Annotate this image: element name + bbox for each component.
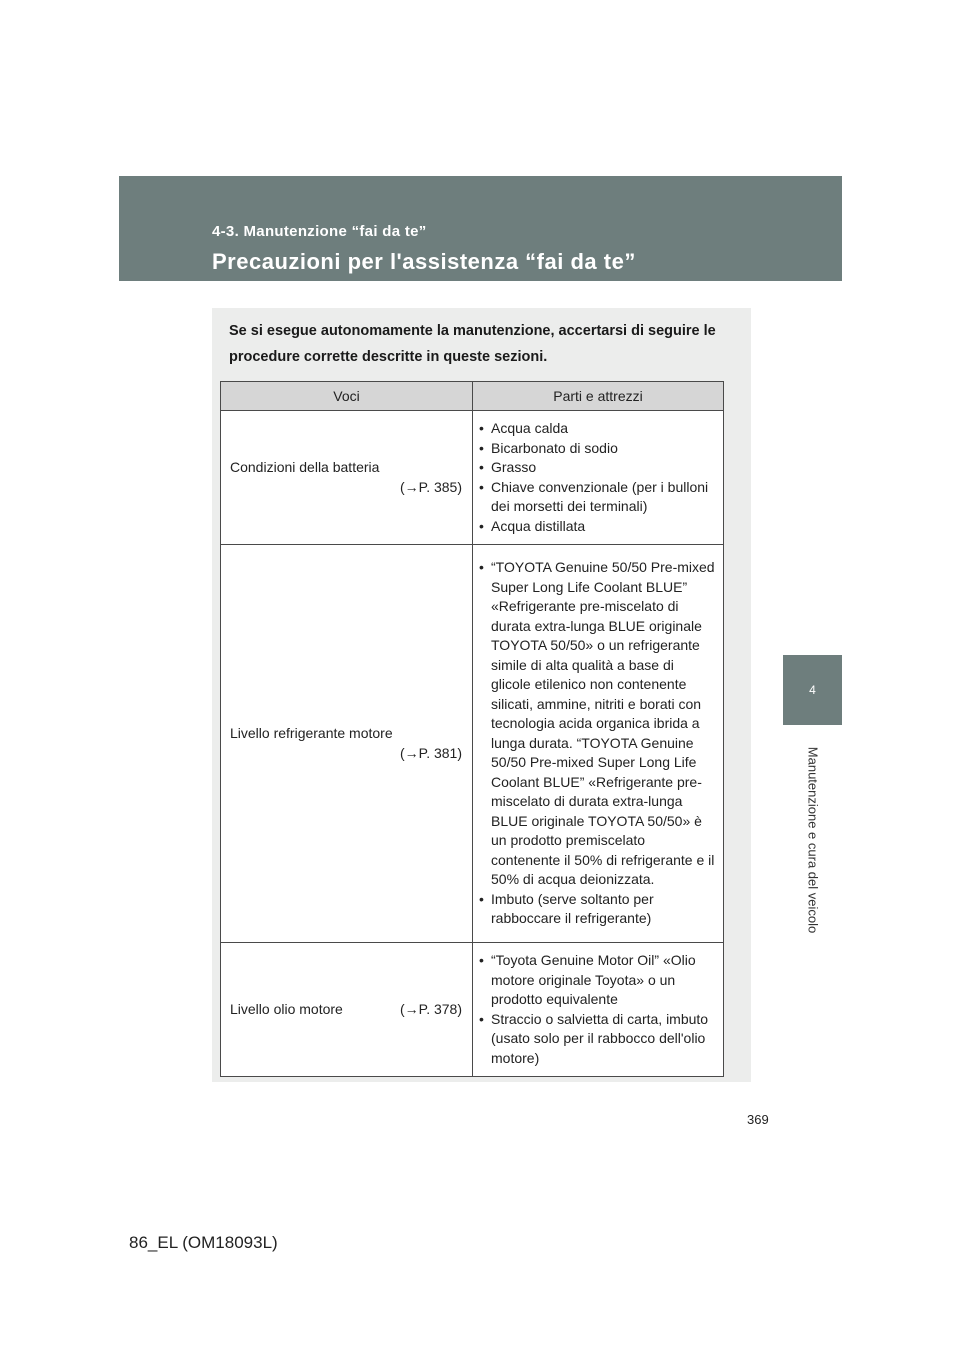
item-label: Livello olio motore [230, 1000, 343, 1017]
maintenance-table [220, 381, 724, 1077]
list-item: • Grasso [479, 458, 717, 478]
item-label: Livello refrigerante motore [230, 725, 393, 741]
page-number: 369 [747, 1112, 769, 1127]
column-header-items: Voci [221, 382, 473, 411]
item-cell [221, 943, 473, 1077]
list-item: • Straccio o salvietta di carta, imbuto (usato solo per il rabbocco dell'olio motore) [479, 1010, 717, 1069]
parts-list [479, 419, 717, 536]
item-coolant [221, 718, 472, 769]
list-item: • Bicarbonato di sodio [479, 439, 717, 459]
parts-cell [473, 545, 724, 943]
list-item: • Chiave convenzionale (per i bulloni dei morsetti dei terminali) [479, 478, 717, 517]
table-row [221, 411, 724, 545]
document-code: 86_EL (OM18093L) [129, 1233, 278, 1252]
table-header-row [221, 382, 724, 411]
section-header [119, 176, 842, 281]
page-title: Precauzioni per l'assistenza “fai da te” [212, 249, 636, 274]
item-cell [221, 545, 473, 943]
column-header-parts: Parti e attrezzi [473, 382, 724, 411]
list-item: • Acqua distillata [479, 517, 717, 537]
item-oil [221, 994, 472, 1026]
section-subtitle: 4-3. Manutenzione “fai da te” [212, 223, 427, 240]
parts-cell [473, 943, 724, 1077]
page-reference: (→P. 381) [400, 744, 462, 761]
page-reference: (→P. 385) [400, 478, 462, 495]
parts-list [479, 558, 717, 929]
page-reference: (→P. 378) [400, 1000, 462, 1017]
chapter-label: Manutenzione e cura del veicolo [805, 746, 821, 934]
list-item: • Acqua calda [479, 419, 717, 439]
parts-list [479, 951, 717, 1068]
list-item: • Imbuto (serve soltanto per rabboccare il refrigerante) [479, 890, 717, 929]
table-row [221, 943, 724, 1077]
item-cell [221, 411, 473, 545]
item-battery [221, 452, 472, 503]
chapter-number: 4 [809, 683, 816, 697]
item-label: Condizioni della batteria [230, 459, 380, 475]
intro-text: Se si esegue autonomamente la manutenzione, accertarsi di seguire le procedure corrette descritte in queste sezioni. [229, 323, 716, 365]
list-item: • “TOYOTA Genuine 50/50 Pre-mixed Super Long Life Coolant BLUE” «Refrigerante pre-miscelato di durata extra-lunga BLUE originale TOYOTA 50/50» o un refrigerante simile di alta qualità a base di glicole etilenico non contenente silicati, ammine, nitriti e borati con tecnologia acida organica ibrida a lunga durata. “TOYOTA Genuine 50/50 Pre-mixed Super Long Life Coolant BLUE” «Refrigerante pre-miscelato di durata extra-lunga BLUE originale TOYOTA 50/50» è un prodotto premiscelato contenente il 50% di refrigerante e il 50% di acqua deionizzata. [479, 558, 717, 890]
parts-cell [473, 411, 724, 545]
list-item: • “Toyota Genuine Motor Oil” «Olio motore originale Toyota» o un prodotto equivalente [479, 951, 717, 1010]
chapter-tab [783, 655, 842, 725]
table-row [221, 545, 724, 943]
